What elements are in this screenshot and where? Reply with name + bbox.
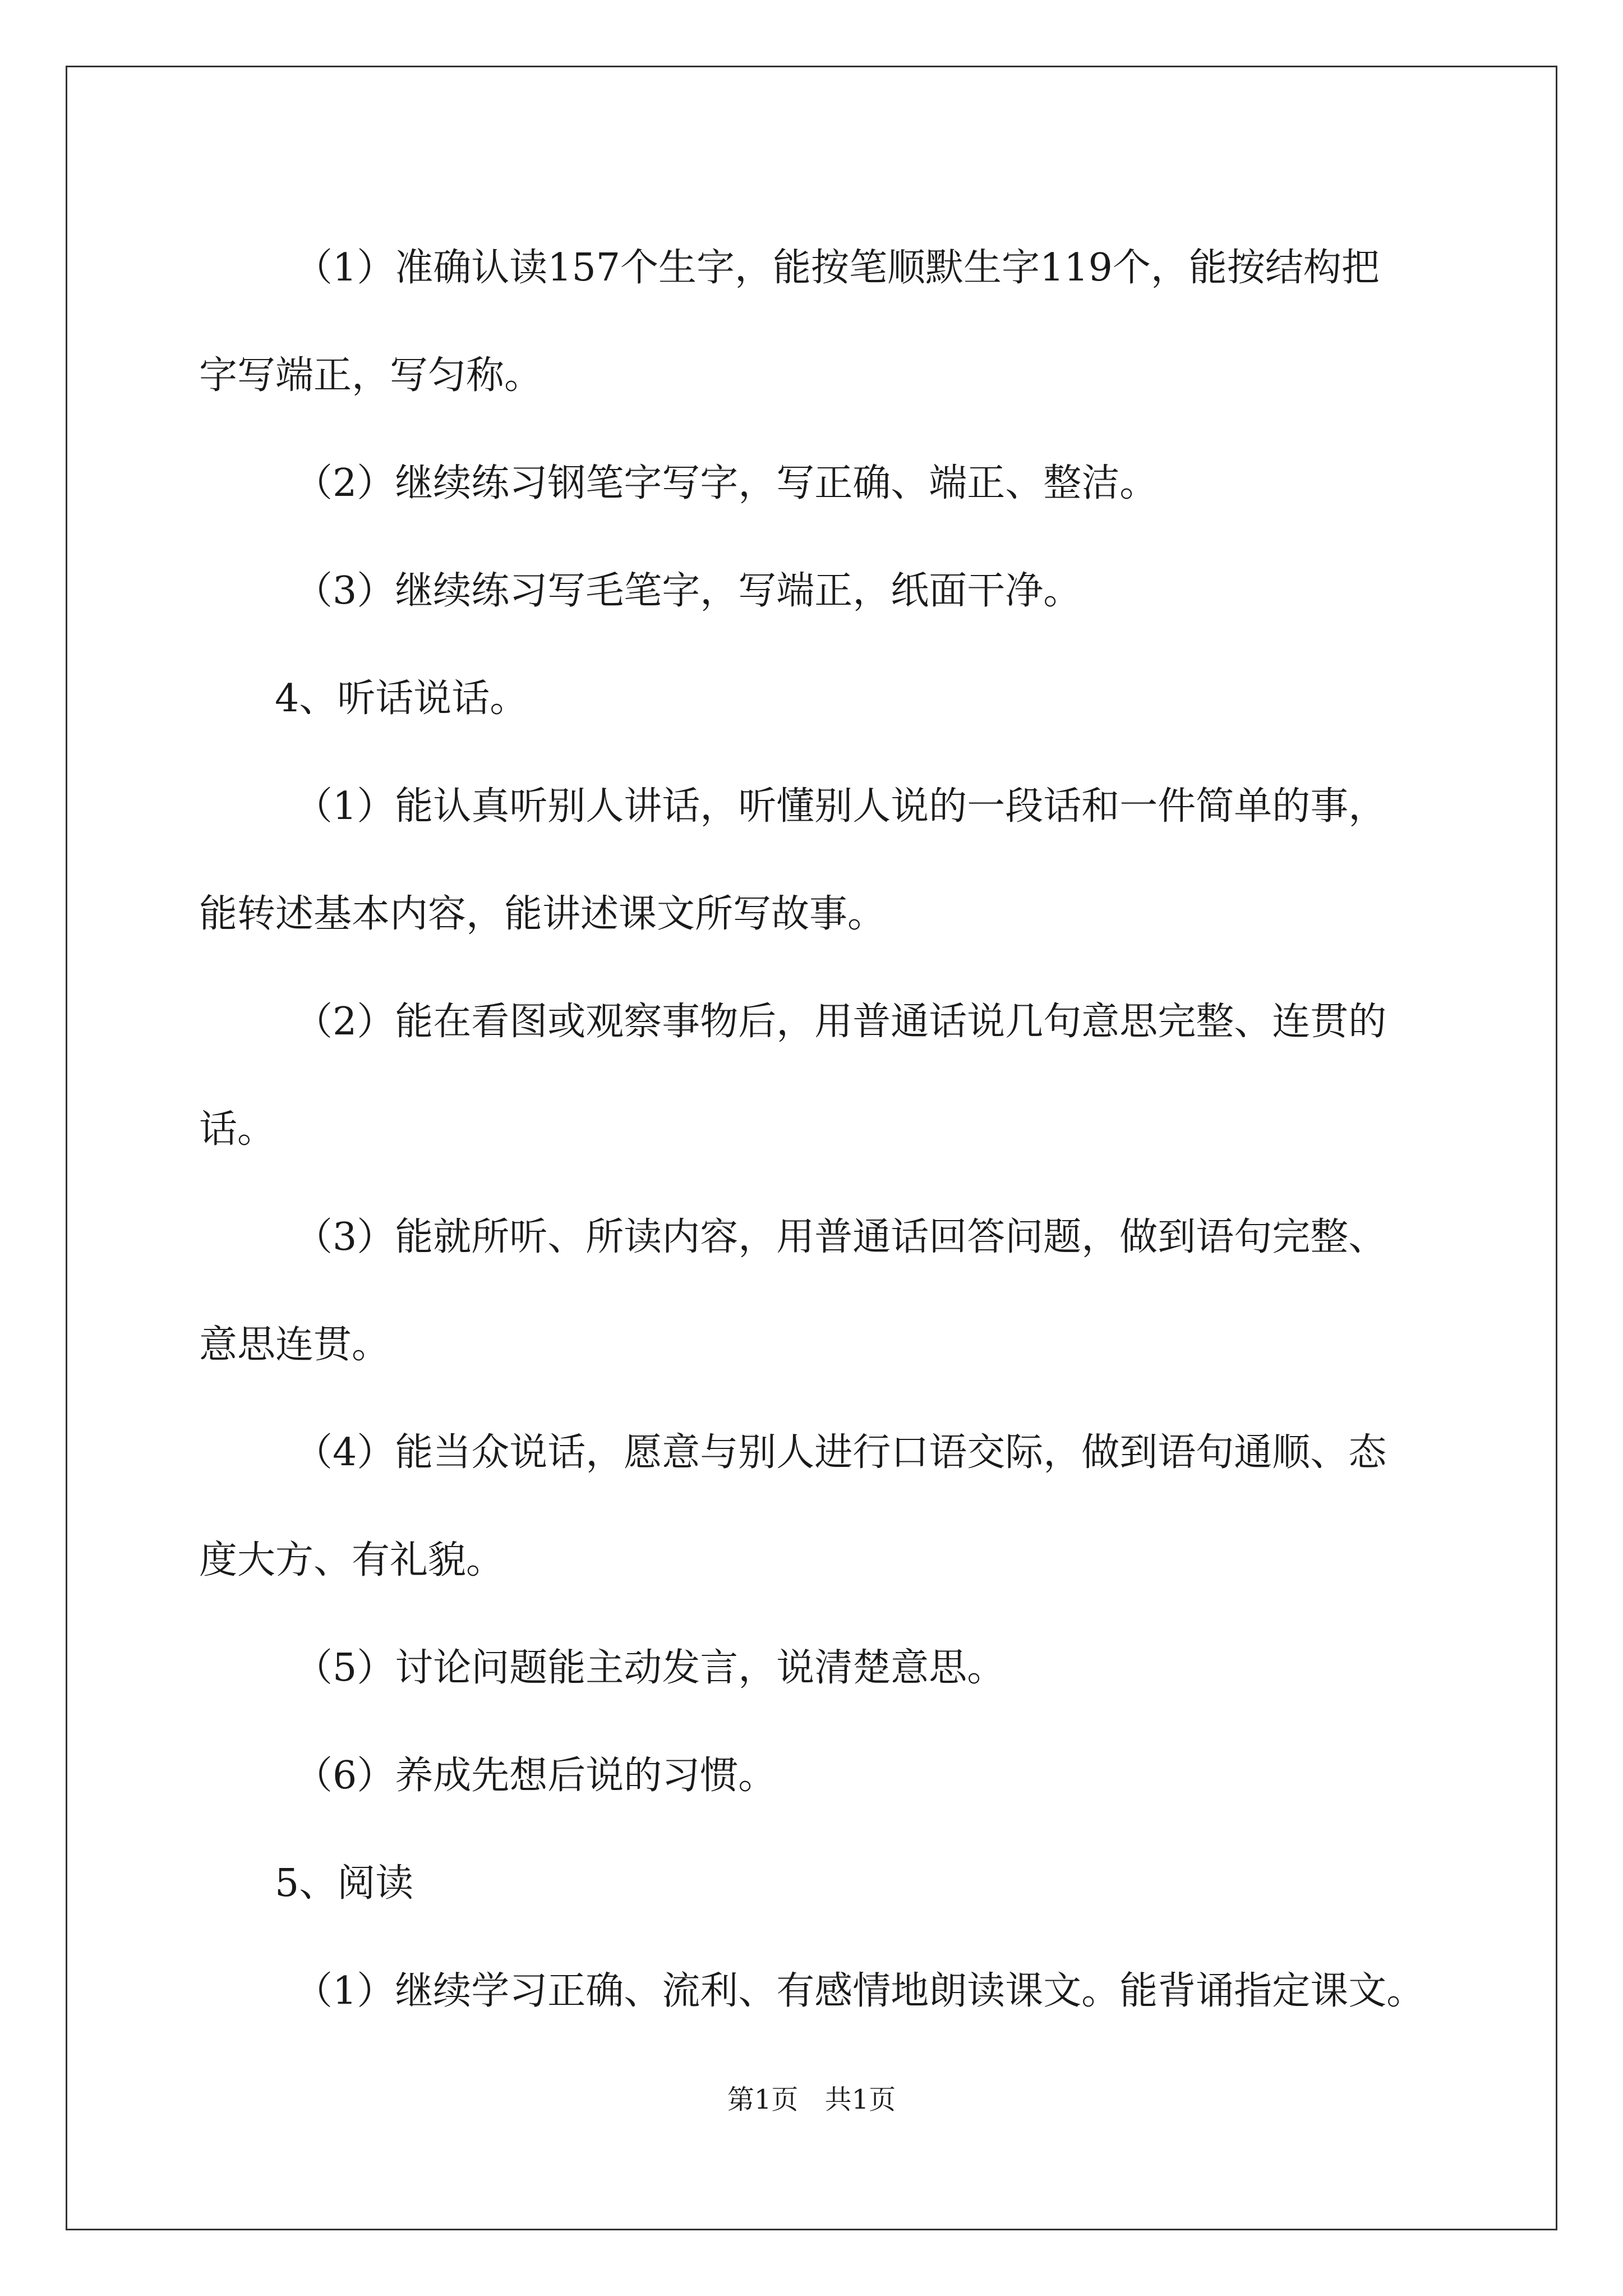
paragraph-line: （6）养成先想后说的习惯。	[294, 1754, 777, 1798]
paragraph-line: 度大方、有礼貌。	[199, 1538, 505, 1582]
paragraph-line: （3）能就所听、所读内容，用普通话回答问题，做到语句完整、	[294, 1215, 1387, 1259]
paragraph-line: （2）继续练习钢笔字写字，写正确、端正、整洁。	[294, 461, 1158, 505]
page-footer	[0, 2083, 1623, 2116]
paragraph-line: 能转述基本内容，能讲述课文所写故事。	[199, 892, 886, 936]
page-number-current: 第1页	[727, 2084, 799, 2115]
paragraph-line: 字写端正，写匀称。	[199, 353, 543, 398]
paragraph-line: （5）讨论问题能主动发言，说清楚意思。	[294, 1646, 1006, 1690]
paragraph-line: 话。	[199, 1107, 276, 1152]
paragraph-line: （4）能当众说话，愿意与别人进行口语交际，做到语句通顺、态	[294, 1430, 1387, 1475]
document-body	[199, 214, 1472, 2045]
section-heading: 5、阅读	[275, 1861, 414, 1906]
paragraph-line: （2）能在看图或观察事物后，用普通话说几句意思完整、连贯的	[294, 1000, 1387, 1044]
paragraph-line: （3）继续练习写毛笔字，写端正，纸面干净。	[294, 569, 1082, 613]
section-heading: 4、听话说话。	[275, 677, 528, 721]
paragraph-line: （1）准确认读157个生字，能按笔顺默生字119个，能按结构把	[294, 246, 1380, 290]
paragraph-line: （1）能认真听别人讲话，听懂别人说的一段话和一件简单的事，	[294, 784, 1387, 829]
page-number-total: 共1页	[824, 2084, 896, 2115]
paragraph-line: （1）继续学习正确、流利、有感情地朗读课文。能背诵指定课文。	[294, 1969, 1425, 2013]
paragraph-line: 意思连贯。	[199, 1323, 390, 1367]
